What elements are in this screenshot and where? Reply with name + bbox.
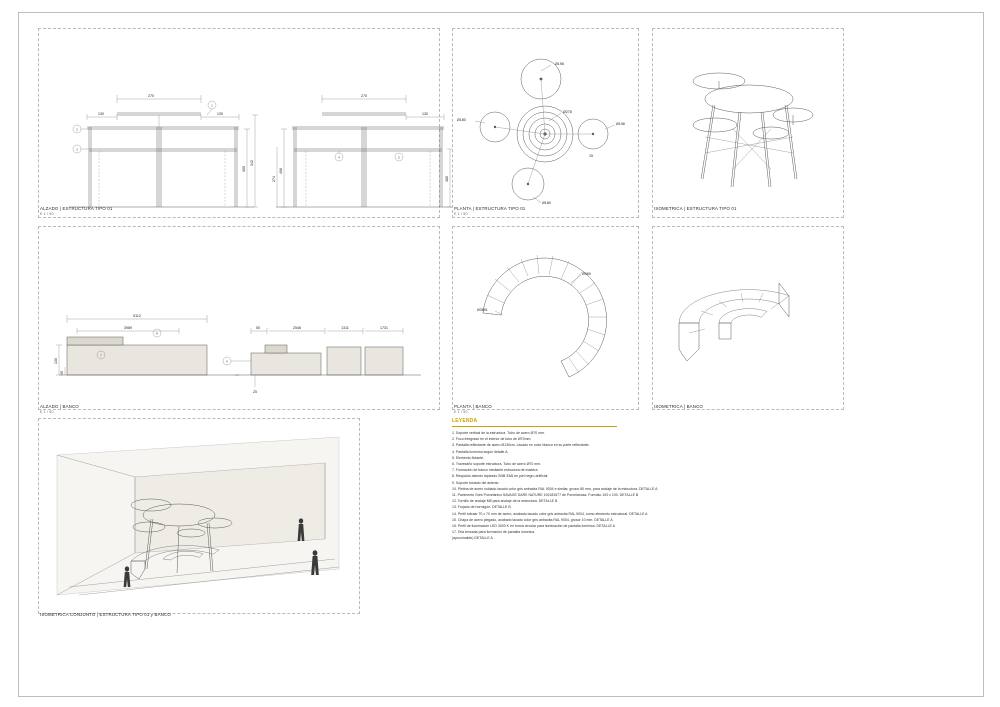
callout-9: 9 <box>226 359 228 364</box>
caption-title: ISOMETRICA | ESTRUCTURA TIPO 01 <box>654 206 737 211</box>
legend-item: 10. Pletina de acero soldado lacado color gris antracita RAL 9004 e similar, grosor 80 mm, para anclaje de la estructura. DETALLE A <box>452 486 658 491</box>
dim-406: 406 <box>279 168 283 174</box>
dim-d180-b: Ø180 <box>542 201 551 205</box>
dim-45: 45 <box>60 371 64 375</box>
legend-item: 9. Soporte tostado del asiento. <box>452 480 500 485</box>
isometrica-banco-drawing <box>653 227 843 409</box>
panel-alzado-banco <box>38 226 440 410</box>
dim-300: 300 <box>242 166 246 172</box>
legend-item: 11. Pavimento Grés Porcelánico SAVAGE DARK NATURE 192181577 de Porcelanosa. Formato 100 x 100. DETALLE B <box>452 493 639 498</box>
panel-isometrica-banco <box>652 226 844 410</box>
legend-divider <box>452 426 617 427</box>
caption-scale: E 1 / 50 <box>40 212 54 216</box>
caption-planta-estructura <box>454 206 525 216</box>
caption-isometrica-estructura <box>654 206 737 212</box>
dim-d198-b: Ø198 <box>616 122 625 126</box>
caption-isometrica-banco <box>654 404 703 410</box>
legend-item: (aproximable) DETALLE A <box>452 536 493 541</box>
legend-item: 13. Forjado de hormigón. DETALLE B <box>452 505 511 510</box>
legend-item: 14. Perfil tubular 70 x 70 mm de acero, acabado lacado color gris antracita RAL 9004, como elemento estructural. DETALLE A <box>452 511 648 516</box>
callout-2: 2 <box>76 127 78 132</box>
planta-estructura-drawing <box>453 29 638 217</box>
alzado-banco-drawing <box>39 227 439 409</box>
dim-d3891: Ø3891 <box>477 308 488 312</box>
legend-item: 3. Pantalla reflectante de acero Ø130cm. Lacado en color blanco en su parte reflectante. <box>452 443 590 448</box>
legend-item: 16. Perfil de iluminación LED 3000 K en forma circular para iluminación de pantalla lumínica. DETALLE A <box>452 524 615 529</box>
dim-1731: 1731 <box>380 326 388 330</box>
callout-3: 3 <box>76 147 78 152</box>
dim-342: 342 <box>250 160 254 166</box>
dim-d180-a: Ø180 <box>457 118 466 122</box>
dim-2546: 2546 <box>293 326 301 330</box>
legend-item: 7. Formación de banco mediante estructura de madera. <box>452 468 539 473</box>
caption-title: PLANTA | ESTRUCTURA TIPO 01 <box>454 206 526 211</box>
panel-isometrica-conjunto <box>38 418 360 614</box>
caption-scale: E 1 / 50 <box>454 212 468 216</box>
legend-title: LEYENDA <box>452 418 478 424</box>
dim-50: 50 <box>256 326 260 330</box>
dim-5112: 5112 <box>133 314 141 318</box>
panel-planta-estructura <box>452 28 639 218</box>
dim-380: 380 <box>445 176 449 182</box>
callout-5: 5 <box>398 155 400 160</box>
dim-130-banco: 130 <box>54 358 58 364</box>
caption-alzado-estructura <box>40 206 112 216</box>
panel-alzado-estructura <box>38 28 449 218</box>
dim-270-b: 270 <box>361 94 367 98</box>
caption-scale: E 1 / 50 <box>454 410 468 414</box>
isometrica-conjunto-drawing <box>39 419 359 613</box>
dim-130-b: 130 <box>217 112 223 116</box>
caption-isometrica-conjunto <box>40 612 171 618</box>
legend-item: 5. Elemento flotante. <box>452 455 485 460</box>
callout-4: 4 <box>338 155 340 160</box>
dim-3989: 3989 <box>124 326 132 330</box>
dim-270-a: 270 <box>148 94 154 98</box>
caption-title: PLANTA | BANCO <box>454 404 492 409</box>
caption-title: ALZADO | BANCO <box>40 404 79 409</box>
dim-1311: 1311 <box>341 326 349 330</box>
caption-alzado-banco <box>40 404 79 414</box>
legend-block <box>452 418 872 542</box>
panel-planta-banco <box>452 226 639 410</box>
legend-item: 12. Tornillo de anclaje M8 para anclaje de la estructura. DETALLE B <box>452 499 558 504</box>
caption-title: ALZADO | ESTRUCTURA TIPO 01 <box>40 206 113 211</box>
caption-title: ISOMETRICA | BANCO <box>654 404 703 409</box>
caption-planta-banco <box>454 404 492 414</box>
planta-banco-drawing <box>453 227 638 409</box>
dim-d198-a: Ø198 <box>555 62 564 66</box>
panel-isometrica-estructura <box>652 28 844 218</box>
dim-130-a: 130 <box>98 112 104 116</box>
callout-8: 8 <box>156 331 158 336</box>
isometrica-estructura-drawing <box>653 29 843 217</box>
dim-274: 274 <box>272 176 276 182</box>
callout-7: 7 <box>100 353 102 358</box>
legend-item: 1. Soporte vertical de la estructura. Tubo de acero Ø70 mm. <box>452 431 545 435</box>
caption-title: ISOMETRICA CONJUNTO | ESTRUCTURA TIPO 01 y BANCO <box>40 612 171 617</box>
alzado-estructura-drawing <box>39 29 449 217</box>
legend-item: 2. Foco integrado en el interior de tubo de Ø70mm. <box>452 437 532 442</box>
callout-1: 1 <box>211 103 213 108</box>
dim-d278: Ø278 <box>563 110 572 114</box>
legend-list <box>452 430 872 542</box>
dim-15: 15 <box>589 154 593 158</box>
legend-item: 15. Chapa de acero plegado, acabado lacado color gris antracita RAL 9004, grosor 10 mm. DETALLE A <box>452 517 613 522</box>
dim-d989: Ø989 <box>582 272 591 276</box>
legend-item: 4. Pantalla lumínica según detalle A. <box>452 449 509 454</box>
legend-item: 17. Tela tensada para formación de pantalla lumínica. <box>452 530 536 535</box>
dim-25: 25 <box>253 390 257 394</box>
legend-item: 8. Respaldo asiento tapizado SNB 33Al en piel negro artificial. <box>452 474 549 479</box>
dim-130-c: 130 <box>422 112 428 116</box>
caption-scale: E 1 / 50 <box>40 410 54 414</box>
legend-item: 6. Travesaño soporte estructura. Tubo de acero Ø70 mm. <box>452 462 542 467</box>
